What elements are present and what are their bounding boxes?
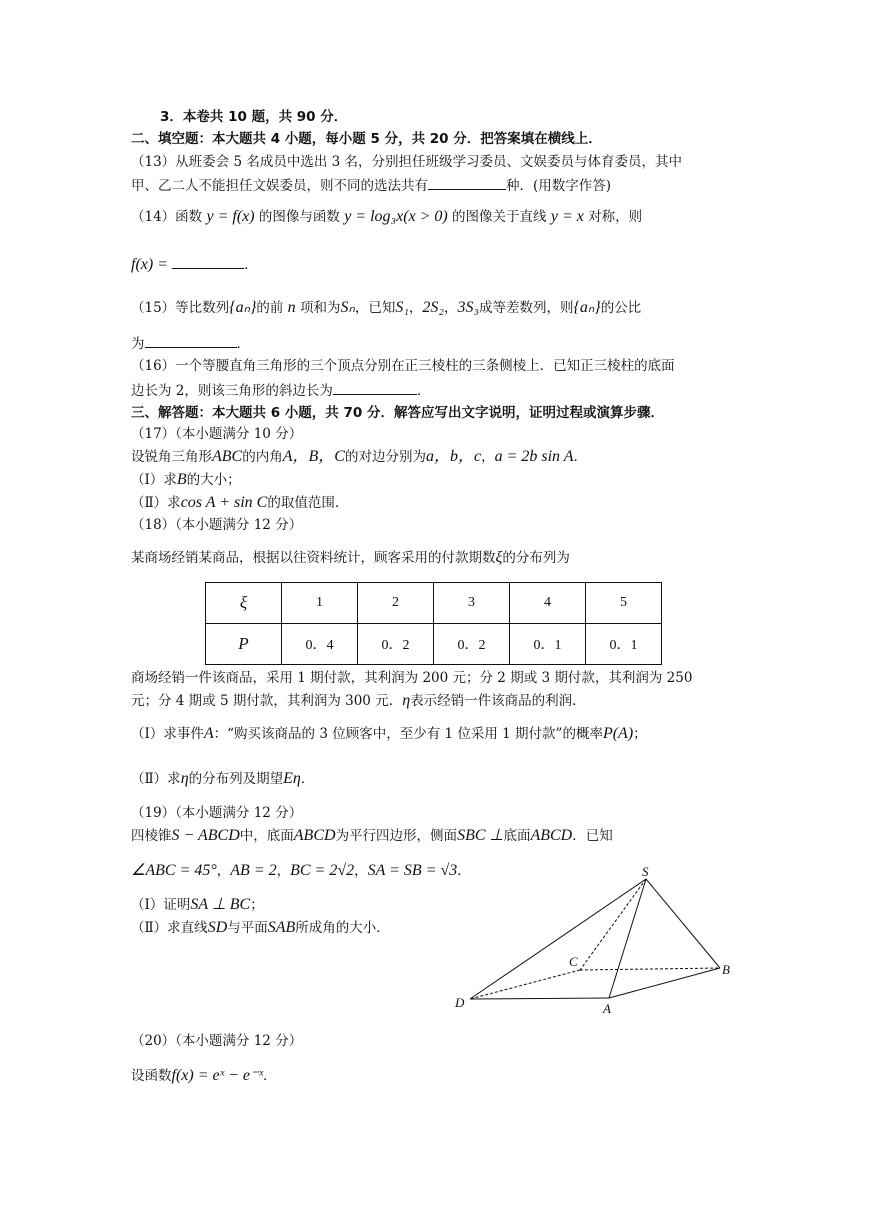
q14-line1: （14）函数 y = f(x) 的图像与函数 y = log₃x(x > 0) 的图像关于直线 y = x 对称，则 (131, 208, 643, 225)
q18-heading: （18）（本小题满分 12 分） (131, 517, 303, 533)
instruction-3: 3．本卷共 10 题，共 90 分． (160, 109, 348, 125)
answer-blank[interactable] (145, 333, 237, 348)
edge-SB (646, 879, 720, 968)
table-cell: 0．4 (282, 624, 358, 665)
distribution-table (205, 582, 662, 665)
q15-line2: 为 ． (131, 333, 250, 354)
vertex-label-A: A (603, 1001, 611, 1016)
answer-blank[interactable] (428, 175, 506, 190)
q18-part2: （Ⅱ）求η的分布列及期望Eη． (131, 770, 315, 787)
section-3-heading: 三、解答题：本大题共 6 小题，共 70 分．解答应写出文字说明，证明过程或演算步骤． (131, 405, 664, 421)
q18-line3: 元；分 4 期或 5 期付款，其利润为 300 元．η表示经销一件该商品的利润． (131, 692, 586, 709)
edge-SC (580, 879, 646, 970)
q14-line2: f(x) = ． (131, 256, 258, 273)
edge-CD (470, 970, 580, 999)
edge-AB (609, 968, 720, 998)
q20-heading: （20）（本小题满分 12 分） (131, 1033, 303, 1049)
q17-part1: （Ⅰ）求B的大小； (131, 471, 241, 488)
q16-line2: 边长为 2，则该三角形的斜边长为 ． (131, 380, 430, 401)
q15-line1: （15）等比数列{aₙ}的前 n 项和为Sₙ，已知S₁，2S₂，3S₃成等差数列，则{aₙ}的公比 (131, 299, 642, 316)
q19-part2: （Ⅱ）求直线SD与平面SAB所成角的大小． (131, 919, 390, 936)
q17-heading: （17）（本小题满分 10 分） (131, 426, 303, 442)
table-row (206, 583, 662, 624)
table-cell: 2 (358, 583, 434, 624)
table-cell: 5 (586, 583, 662, 624)
pyramid-figure (450, 862, 750, 1022)
table-cell: 3 (434, 583, 510, 624)
q18-line1: 某商场经销某商品，根据以往资料统计，顾客采用的付款期数ξ的分布列为 (131, 549, 570, 566)
q13-line2: 甲、乙二人不能担任文娱委员，则不同的选法共有 种．(用数字作答) (131, 175, 611, 196)
edge-DA (470, 998, 609, 999)
vertex-label-S: S (642, 864, 649, 879)
q19-line1: 四棱锥S − ABCD中，底面ABCD为平行四边形，侧面SBC ⊥底面ABCD．已知 (131, 827, 613, 844)
q18-line2: 商场经销一件该商品，采用 1 期付款，其利润为 200 元；分 2 期或 3 期付款，其利润为 250 (131, 670, 693, 686)
q16-line1: （16）一个等腰直角三角形的三个顶点分别在正三棱柱的三条侧棱上．已知正三棱柱的底面 (131, 358, 675, 374)
table-cell: 4 (510, 583, 586, 624)
vertex-label-D: D (455, 995, 465, 1010)
answer-blank[interactable] (172, 254, 244, 269)
table-cell: 0．1 (586, 624, 662, 665)
q19-part1: （Ⅰ）证明SA ⊥ BC； (131, 896, 264, 913)
vertex-label-B: B (722, 962, 730, 977)
q18-part1: （Ⅰ）求事件A：“购买该商品的 3 位顾客中，至少有 1 位采用 1 期付款”的概率P(A)； (131, 725, 647, 742)
table-cell: 0．1 (510, 624, 586, 665)
edge-SA (609, 879, 646, 998)
q17-part2: （Ⅱ）求cos A + sin C的取值范围. (131, 494, 340, 511)
table-cell: ξ (206, 583, 282, 624)
answer-blank[interactable] (333, 380, 417, 395)
q20-line1: 设函数f(x) = eˣ − e⁻ˣ． (131, 1067, 277, 1084)
table-cell: 0．2 (434, 624, 510, 665)
table-cell: P (206, 624, 282, 665)
edge-CB (580, 968, 720, 970)
q19-heading: （19）（本小题满分 12 分） (131, 805, 303, 821)
q17-line1: 设锐角三角形ABC的内角A，B，C的对边分别为a，b，c，a = 2b sin A． (131, 448, 588, 465)
table-row (206, 624, 662, 665)
section-2-heading: 二、填空题：本大题共 4 小题，每小题 5 分，共 20 分．把答案填在横线上． (131, 131, 602, 147)
table-cell: 0．2 (358, 624, 434, 665)
q19-line2: ∠ABC = 45°，AB = 2，BC = 2√2，SA = SB = √3． (131, 862, 471, 879)
edge-SD (470, 879, 646, 999)
q13-line1: （13）从班委会 5 名成员中选出 3 名，分别担任班级学习委员、文娱委员与体育委员，其中 (131, 154, 683, 170)
table-cell: 1 (282, 583, 358, 624)
vertex-label-C: C (569, 954, 578, 969)
